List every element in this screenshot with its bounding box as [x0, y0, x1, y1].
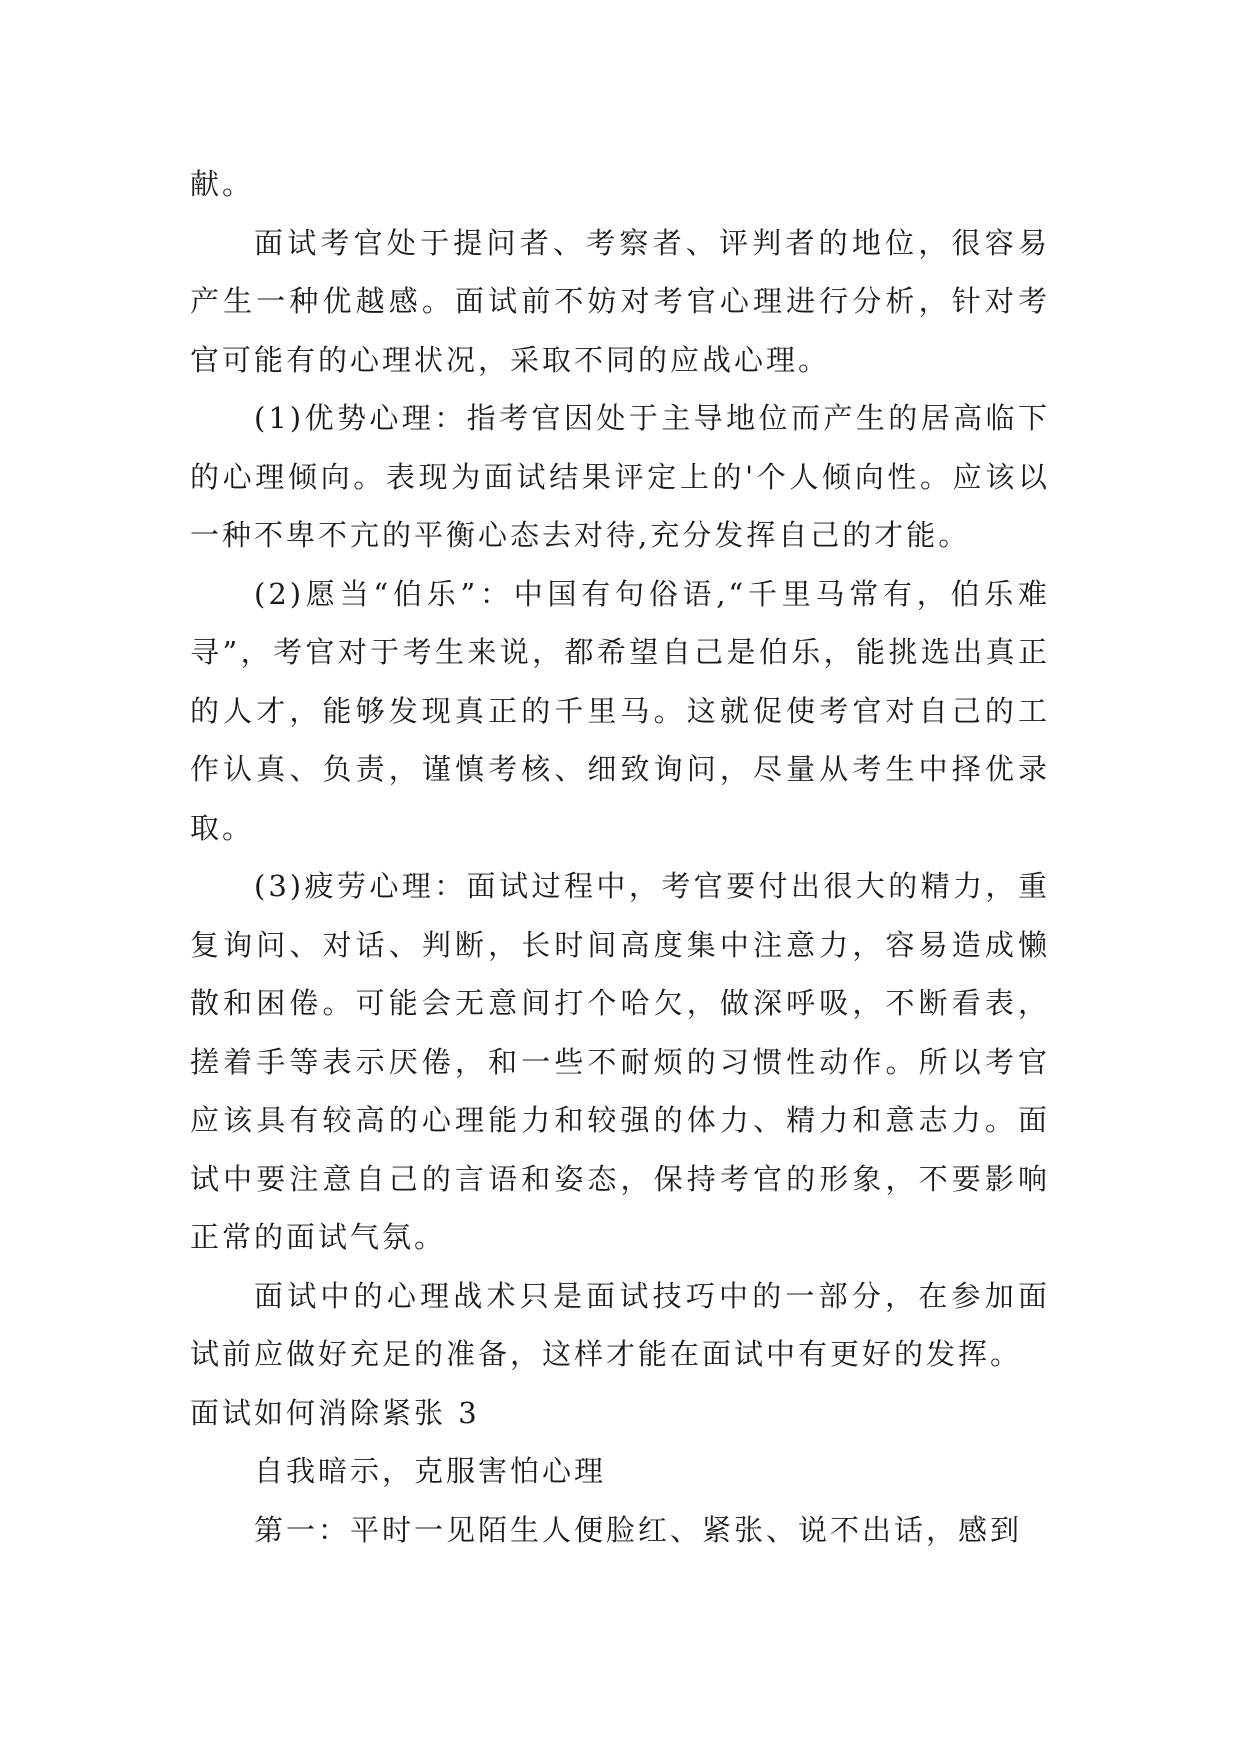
paragraph-advantage-psychology: (1)优势心理：指考官因处于主导地位而产生的居高临下的心理倾向。表现为面试结果评定上的'个人倾向性。应该以一种不卑不亢的平衡心态去对待,充分发挥自己的才能。 — [190, 401, 1050, 552]
paragraph-first-point: 第一：平时一见陌生人便脸红、紧张、说不出话，感到 — [254, 1512, 1023, 1547]
paragraph-continuation: 献。 — [190, 167, 255, 201]
paragraph-examiner-position: 面试考官处于提问者、考察者、评判者的地位，很容易产生一种优越感。面试前不妨对考官心理进行分析，针对考官可能有的心理状况，采取不同的应战心理。 — [190, 225, 1050, 377]
section-heading: 面试如何消除紧张 3 — [190, 1395, 480, 1430]
subheading-self-suggestion: 自我暗示，克服害怕心理 — [254, 1454, 607, 1488]
paragraph-fatigue-psychology: (3)疲劳心理：面试过程中，考官要付出很大的精力，重复询问、对话、判断，长时间高度集中注意力，容易造成懒散和困倦。可能会无意间打个哈欠，做深呼吸，不断看表，搓着手等表示厌倦，和一些不耐烦的习惯性动作。所以考官应该具有较高的心理能力和较强的体力、精力和意志力。面试中要注意自己的言语和姿态，保持考官的形象，不要影响正常的面试气氛。 — [190, 869, 1050, 1254]
document-body — [190, 155, 1050, 1559]
paragraph-psychological-tactics: 面试中的心理战术只是面试技巧中的一部分，在参加面试前应做好充足的准备，这样才能在面试中有更好的发挥。 — [190, 1278, 1050, 1371]
paragraph-bole: (2)愿当“伯乐”：中国有句俗语,“千里马常有，伯乐难寻”，考官对于考生来说，都希望自己是伯乐，能挑选出真正的人才，能够发现真正的千里马。这就促使考官对自己的工作认真、负责，谨慎考核、细致询问，尽量从考生中择优录取。 — [190, 576, 1050, 845]
